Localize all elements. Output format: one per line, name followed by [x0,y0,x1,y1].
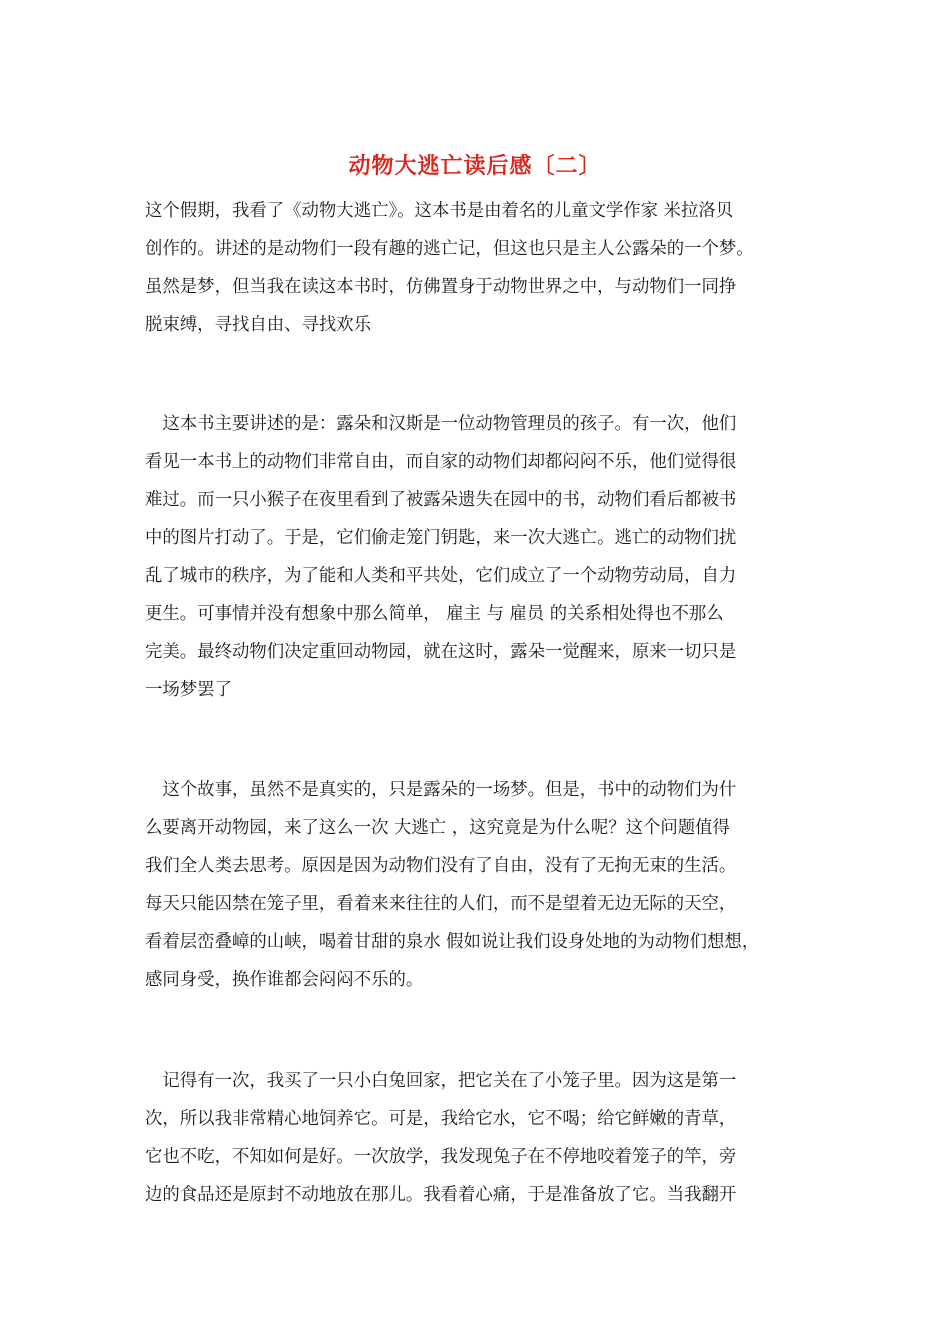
paragraph-line: 记得有一次，我买了一只小白兔回家，把它关在了小笼子里。因为这是第一 [145,1071,737,1091]
paragraph-line: 脱束缚，寻找自由、寻找欢乐 [145,315,372,335]
paragraph-line: 我们全人类去思考。原因是因为动物们没有了自由，没有了无拘无束的生活。 [145,856,737,876]
paragraph-3 [145,771,825,999]
paragraph-line: 中的图片打动了。于是，它们偷走笼门钥匙，来一次大逃亡。逃亡的动物们扰 [145,528,737,548]
paragraph-line: 乱了城市的秩序，为了能和人类和平共处，它们成立了一个动物劳动局，自力 [145,566,737,586]
paragraph-line: 次，所以我非常精心地饲养它。可是，我给它水，它不喝；给它鲜嫩的青草， [145,1109,737,1129]
paragraph-line: 创作的。讲述的是动物们一段有趣的逃亡记，但这也只是主人公露朵的一个梦。 [145,239,754,259]
paragraph-2 [145,405,825,709]
paragraph-line: 虽然是梦，但当我在读这本书时，仿佛置身于动物世界之中，与动物们一同挣 [145,277,737,297]
paragraph-line: 更生。可事情并没有想象中那么简单， 雇主 与 雇员 的关系相处得也不那么 [145,604,724,624]
paragraph-line: 完美。最终动物们决定重回动物园，就在这时，露朵一觉醒来，原来一切只是 [145,642,737,662]
paragraph-line: 它也不吃，不知如何是好。一次放学，我发现兔子在不停地咬着笼子的竿，旁 [145,1147,737,1167]
paragraph-line: 这个假期，我看了《动物大逃亡》。这本书是由着名的儿童文学作家 米拉洛贝 [145,201,734,221]
paragraph-1 [145,192,825,344]
paragraph-line: 感同身受，换作谁都会闷闷不乐的。 [145,970,424,990]
paragraph-line: 边的食品还是原封不动地放在那儿。我看着心痛，于是准备放了它。当我翻开 [145,1185,737,1205]
page-title: 动物大逃亡读后感〔二〕 [348,154,602,179]
paragraph-line: 每天只能囚禁在笼子里，看着来来往往的人们，而不是望着无边无际的天空， [145,894,737,914]
paragraph-line: 么要离开动物园，来了这么一次 大逃亡 ，这究竟是为什么呢？这个问题值得 [145,818,730,838]
paragraph-line: 这个故事，虽然不是真实的，只是露朵的一场梦。但是，书中的动物们为什 [145,780,737,800]
paragraph-line: 一场梦罢了 [145,680,232,700]
paragraph-4 [145,1062,825,1214]
paragraph-line: 这本书主要讲述的是：露朵和汉斯是一位动物管理员的孩子。有一次，他们 [145,414,737,434]
paragraph-line: 难过。而一只小猴子在夜里看到了被露朵遗失在园中的书，动物们看后都被书 [145,490,737,510]
paragraph-line: 看着层峦叠嶂的山峡，喝着甘甜的泉水 假如说让我们设身处地的为动物们想想， [145,932,760,952]
paragraph-line: 看见一本书上的动物们非常自由，而自家的动物们却都闷闷不乐，他们觉得很 [145,452,737,472]
